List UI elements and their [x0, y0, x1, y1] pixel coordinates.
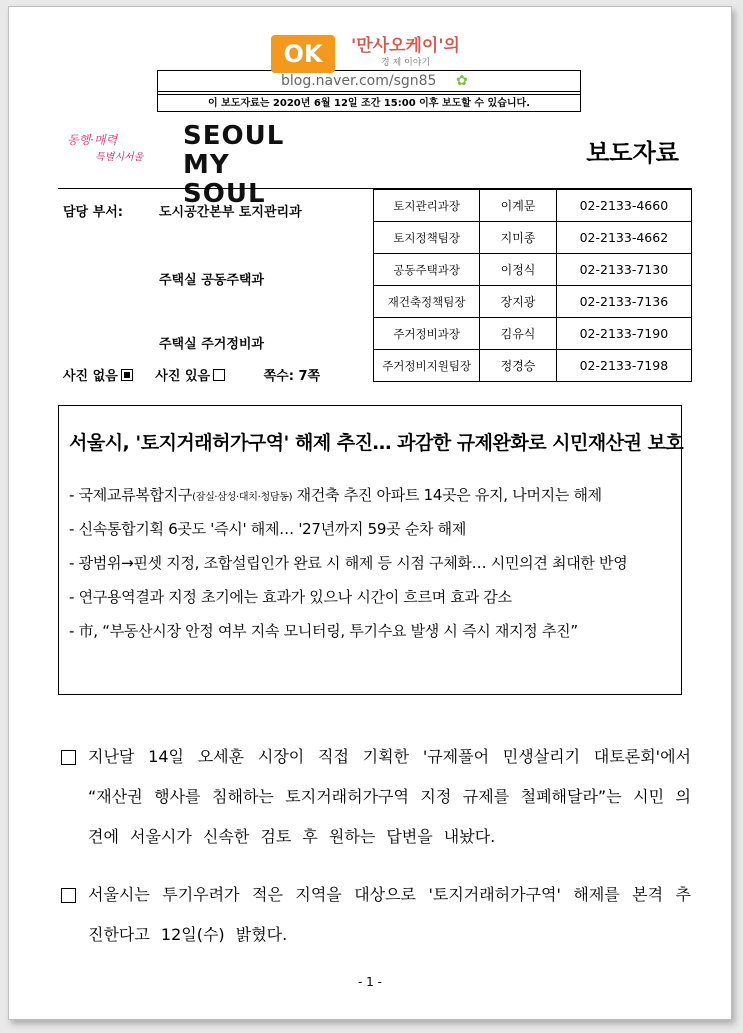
bullet-text: - 연구용역결과 지정 초기에는 효과가 있으나 시간이 흐르며 효과 감소	[69, 588, 512, 606]
contact-name: 이정식	[480, 254, 557, 286]
brand-line-2: MY SOUL	[183, 150, 266, 209]
document-type: 보도자료	[586, 139, 679, 167]
contact-role: 주거정비과장	[374, 318, 480, 350]
pages-label: 쪽수:	[263, 369, 294, 384]
city-slogan-logo	[67, 131, 149, 175]
watermark-subtitle: 경 제 이야기	[381, 58, 431, 68]
pages-value: 7쪽	[298, 369, 321, 384]
page-number: - 1 -	[358, 975, 382, 989]
checked-box-icon	[121, 369, 133, 381]
leaf-icon: ✿	[456, 73, 468, 89]
contact-phone: 02-2133-7130	[556, 254, 691, 286]
slogan-line-2: 특별시서울	[95, 152, 144, 163]
contact-table	[373, 189, 692, 382]
contact-name: 장지광	[480, 286, 557, 318]
body-paragraph-1: 지난달 14일 오세훈 시장이 직접 기획한 '규제풀어 민생살리기 대토론회'에서 “재산권 행사를 침해하는 토지거래허가구역 지정 규제를 철폐해달라”는 시민 의견에 서울시가 신속한 검토 후 원하는 답변을 내놨다.	[61, 737, 691, 857]
contact-name: 김유식	[480, 318, 557, 350]
blog-watermark	[271, 29, 511, 95]
photo-none-label: 사진 없음	[63, 369, 118, 384]
photo-info	[63, 365, 338, 384]
ok-badge: OK	[271, 35, 335, 73]
contact-phone: 02-2133-4662	[556, 222, 691, 254]
contact-phone: 02-2133-7136	[556, 286, 691, 318]
embargo-notice: 이 보도자료는 2020년 6월 12일 조간 15:00 이후 보도할 수 있습니다.	[158, 94, 580, 114]
seoul-my-soul-logo	[183, 121, 285, 209]
bullet-text: - 신속통합기획 6곳도 '즉시' 해제… '27년까지 59곳 순차 해제	[69, 520, 467, 538]
contact-row	[374, 254, 692, 286]
contact-role: 토지관리과장	[374, 190, 480, 222]
contact-label: 담당 부서:	[63, 205, 123, 220]
summary-bullet	[69, 518, 627, 552]
bullet-text: - 광범위→핀셋 지정, 조합설립인가 완료 시 해제 등 시점 구체화… 시민의견 최대한 반영	[69, 554, 628, 572]
headline: 서울시, '토지거래허가구역' 해제 추진… 과감한 규제완화로 시민재산권 보호	[69, 432, 684, 454]
square-bullet-icon	[61, 888, 76, 903]
contact-row	[374, 350, 692, 382]
unchecked-box-icon	[213, 369, 225, 381]
press-release-page	[8, 6, 732, 1020]
watermark-url: blog.naver.com/sgn85	[281, 73, 437, 89]
contact-row	[374, 286, 692, 318]
bullet-text-tail: 재건축 추진 아파트 14곳은 유지, 나머지는 해제	[292, 486, 602, 504]
contact-role: 주거정비지원팀장	[374, 350, 480, 382]
contact-row	[374, 222, 692, 254]
summary-bullet	[69, 484, 627, 518]
photo-yes-label: 사진 있음	[155, 369, 211, 384]
summary-bullet	[69, 552, 627, 586]
slogan-line-1: 동행·매력	[67, 133, 118, 147]
department-2: 주택실 공동주택과	[159, 273, 264, 288]
contact-name: 이계문	[480, 190, 557, 222]
contact-phone: 02-2133-4660	[556, 190, 691, 222]
body-paragraph-2: 서울시는 투기우려가 적은 지역을 대상으로 '토지거래허가구역' 해제를 본격 추진한다고 12일(수) 밝혔다.	[61, 875, 691, 955]
department-1: 도시공간본부 토지관리과	[159, 205, 302, 220]
contact-phone: 02-2133-7190	[556, 318, 691, 350]
bullet-text: - 국제교류복합지구	[69, 486, 193, 504]
summary-bullet	[69, 620, 627, 654]
brand-line-1: SEOUL	[183, 121, 285, 151]
contact-role: 재건축정책팀장	[374, 286, 480, 318]
contact-phone: 02-2133-7198	[556, 350, 691, 382]
contact-row	[374, 190, 692, 222]
summary-box	[58, 405, 682, 695]
contact-role: 공동주택과장	[374, 254, 480, 286]
contact-role: 토지정책팀장	[374, 222, 480, 254]
body-text	[61, 737, 691, 973]
square-bullet-icon	[61, 750, 76, 765]
contact-name: 지미종	[480, 222, 557, 254]
bullet-note: (잠실·삼성·대치·청담동)	[192, 492, 293, 503]
bullet-text: - 市, “부동산시장 안정 여부 지속 모니터링, 투기수요 발생 시 즉시 재지정 추진”	[69, 622, 578, 640]
contact-row	[374, 318, 692, 350]
contact-name: 정경승	[480, 350, 557, 382]
watermark-title: '만사오케이'의	[351, 36, 460, 56]
summary-bullets	[69, 484, 627, 654]
summary-bullet	[69, 586, 627, 620]
department-3: 주택실 주거정비과	[159, 337, 264, 352]
